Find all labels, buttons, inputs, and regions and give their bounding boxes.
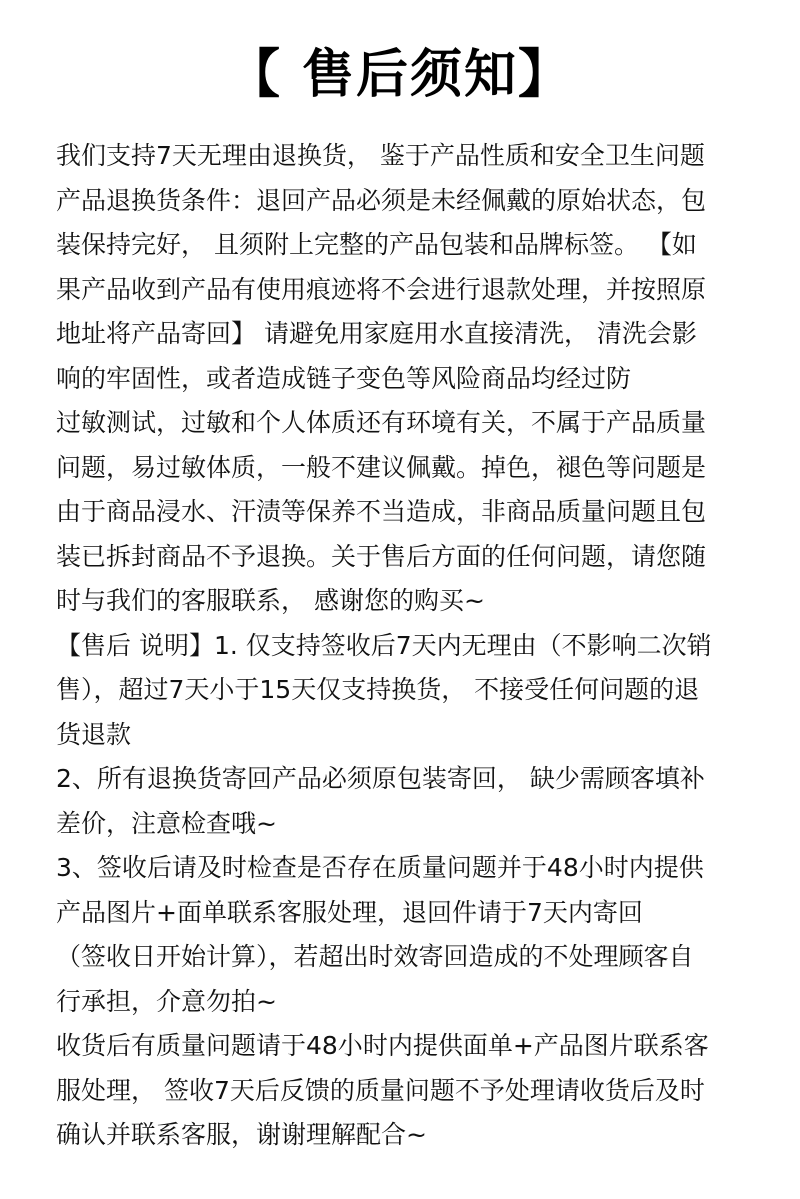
page-title: 【 售后须知】 [227, 45, 573, 105]
text-line: 售），超过7天小于15天仅支持换货， 不接受任何问题的退 [56, 675, 700, 704]
text-line: 【售后 说明】1. 仅支持签收后7天内无理由（不影响二次销 [56, 630, 712, 660]
text-line: 产品图片+面单联系客服处理，退回件请于7天内寄回 [56, 897, 643, 927]
text-line: （签收日开始计算），若超出时效寄回造成的不处理顾客自 [56, 942, 694, 971]
text-line: 装保持完好， 且须附上完整的产品包装和品牌标签。 【如 [56, 230, 697, 259]
notice-body [56, 134, 756, 1158]
text-line: 地址将产品寄回】 请避免用家庭用水直接清洗， 清洗会影 [56, 319, 697, 348]
text-line: 3、签收后请及时检查是否存在质量问题并于48小时内提供 [56, 853, 704, 882]
text-line: 差价，注意检查哦~ [56, 808, 277, 838]
text-line: 我们支持7天无理由退换货， 鉴于产品性质和安全卫生问题 [56, 141, 705, 170]
text-line: 服处理， 签收7天后反馈的质量问题不予处理请收货后及时 [56, 1075, 705, 1105]
text-line: 时与我们的客服联系， 感谢您的购买~ [56, 586, 485, 615]
text-line: 产品退换货条件：退回产品必须是未经佩戴的原始状态，包 [56, 185, 707, 215]
text-line: 2、所有退换货寄回产品必须原包装寄回， 缺少需顾客填补 [56, 764, 705, 793]
text-line: 响的牢固性，或者造成链子变色等风险商品均经过防 [56, 363, 632, 393]
text-line: 问题，易过敏体质，一般不建议佩戴。掉色，褪色等问题是 [56, 452, 707, 482]
text-line: 行承担，介意勿拍~ [56, 986, 277, 1016]
text-line: 货退款 [56, 719, 132, 749]
text-line: 装已拆封商品不予退换。关于售后方面的任何问题，请您随 [56, 541, 707, 571]
text-line: 果产品收到产品有使用痕迹将不会进行退款处理，并按照原 [56, 274, 707, 304]
text-line: 过敏测试，过敏和个人体质还有环境有关，不属于产品质量 [56, 408, 707, 437]
text-line: 收货后有质量问题请于48小时内提供面单+产品图片联系客 [56, 1031, 709, 1060]
text-line: 确认并联系客服，谢谢理解配合~ [56, 1120, 427, 1149]
text-line: 由于商品浸水、汗渍等保养不当造成，非商品质量问题且包 [56, 497, 707, 526]
